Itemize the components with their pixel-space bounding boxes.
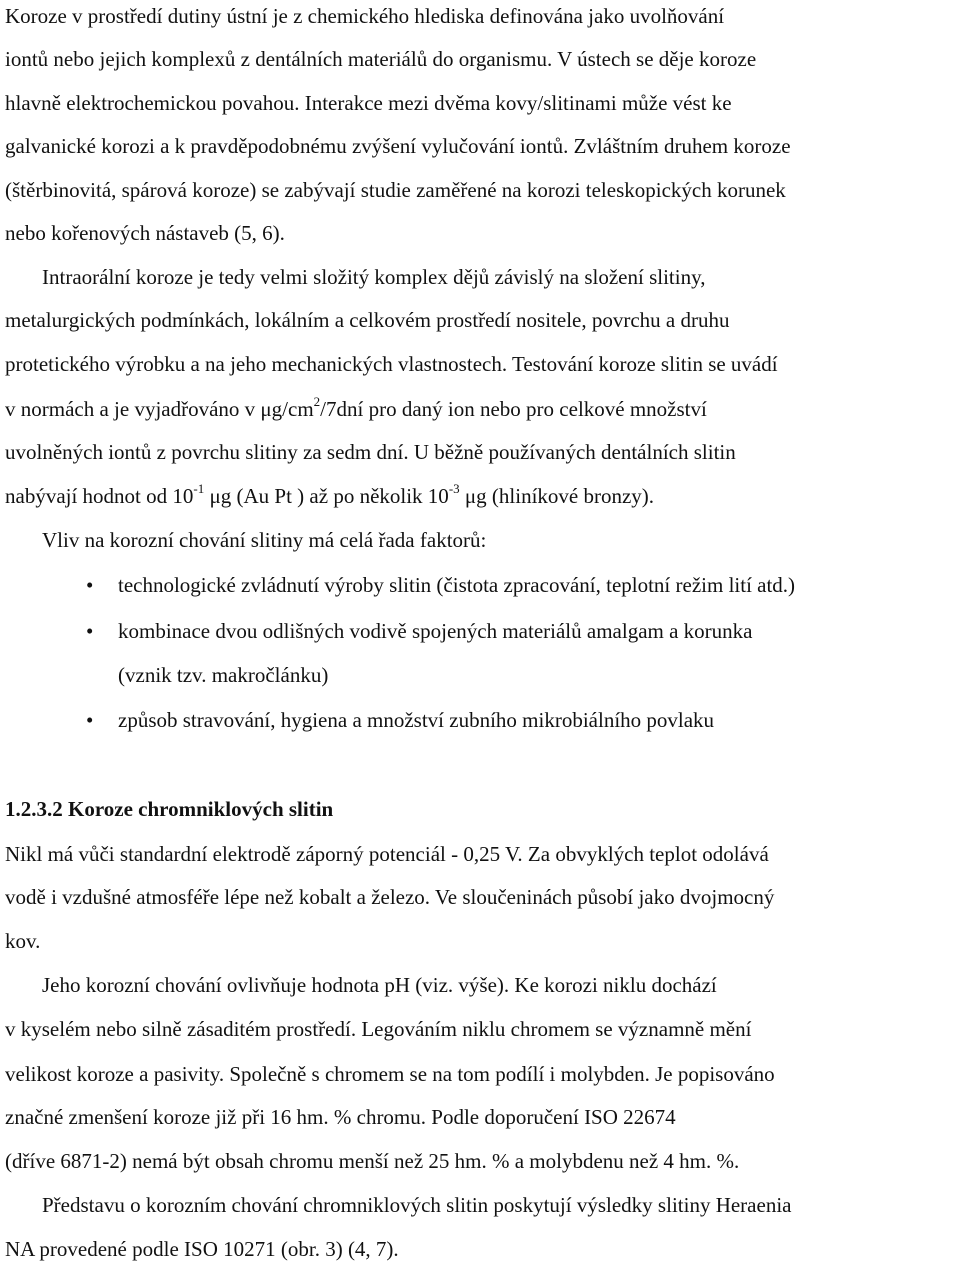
list-item: technologické zvládnutí výroby slitin (čistota zpracování, teplotní režim lití atd.) xyxy=(118,573,796,597)
paragraph-line: velikost koroze a pasivity. Společně s chromem se na tom podílí i molybden. Je popisováno xyxy=(5,1062,775,1086)
paragraph-line: značné zmenšení koroze již při 16 hm. % chromu. Podle doporučení ISO 22674 xyxy=(5,1105,676,1129)
paragraph-line: metalurgických podmínkách, lokálním a celkovém prostředí nositele, povrchu a druhu xyxy=(5,308,730,332)
factors-intro: Vliv na korozní chování slitiny má celá řada faktorů: xyxy=(42,528,487,552)
paragraph-line: Představu o korozním chování chromniklových slitin poskytují výsledky slitiny Heraenia xyxy=(42,1193,792,1217)
paragraph-line: galvanické korozi a k pravděpodobnému zvýšení vylučování iontů. Zvláštním druhem koroze xyxy=(5,134,791,158)
paragraph-line: kov. xyxy=(5,929,41,953)
paragraph-line xyxy=(5,481,655,508)
section-heading: 1.2.3.2 Koroze chromniklových slitin xyxy=(5,797,334,821)
paragraph-line xyxy=(5,394,707,421)
paragraph-line: Intraorální koroze je tedy velmi složitý komplex dějů závislý na složení slitiny, xyxy=(42,265,706,289)
paragraph-line: (dříve 6871-2) nemá být obsah chromu menší než 25 hm. % a molybdenu než 4 hm. %. xyxy=(5,1149,740,1173)
bullet-icon: • xyxy=(86,708,94,732)
paragraph-line: Jeho korozní chování ovlivňuje hodnota pH (viz. výše). Ke korozi niklu dochází xyxy=(42,973,717,997)
superscript: -1 xyxy=(193,481,205,496)
bullet-icon: • xyxy=(86,619,94,643)
paragraph-line: hlavně elektrochemickou povahou. Interakce mezi dvěma kovy/slitinami může vést ke xyxy=(5,91,732,115)
paragraph-line: (štěrbinovitá, spárová koroze) se zabývají studie zaměřené na korozi teleskopických korunek xyxy=(5,178,786,202)
superscript: 2 xyxy=(313,394,321,409)
paragraph-line: vodě i vzdušné atmosféře lépe než kobalt a železo. Ve sloučeninách působí jako dvojmocný xyxy=(5,885,775,909)
text-run: nabývají hodnot od 10 xyxy=(5,484,194,508)
paragraph-line: Nikl má vůči standardní elektrodě záporný potenciál - 0,25 V. Za obvyklých teplot odolává xyxy=(5,842,769,866)
paragraph-line: NA provedené podle ISO 10271 (obr. 3) (4, 7). xyxy=(5,1237,399,1261)
paragraph-line: protetického výrobku a na jeho mechanických vlastnostech. Testování koroze slitin se uvádí xyxy=(5,352,778,376)
paragraph-line: nebo kořenových nástaveb (5, 6). xyxy=(5,221,285,245)
paragraph-line: iontů nebo jejich komplexů z dentálních materiálů do organismu. V ústech se děje koroze xyxy=(5,47,757,71)
superscript: -3 xyxy=(448,481,460,496)
bullet-icon: • xyxy=(86,573,94,597)
text-run: v normách a je vyjadřováno v μg/cm xyxy=(5,397,314,421)
list-item: způsob stravování, hygiena a množství zubního mikrobiálního povlaku xyxy=(118,708,715,732)
list-item-continuation: (vznik tzv. makročlánku) xyxy=(118,663,329,687)
text-run: μg (hliníkové bronzy). xyxy=(459,484,655,508)
paragraph-line: uvolněných iontů z povrchu slitiny za sedm dní. U běžně používaných dentálních slitin xyxy=(5,440,736,464)
paragraph-line: Koroze v prostředí dutiny ústní je z chemického hlediska definována jako uvolňování xyxy=(5,4,725,28)
text-run: /7dní pro daný ion nebo pro celkové množství xyxy=(320,397,707,421)
paragraph-line: v kyselém nebo silně zásaditém prostředí. Legováním niklu chromem se významně mění xyxy=(5,1017,752,1041)
text-run: μg (Au Pt ) až po několik 10 xyxy=(204,484,449,508)
list-item: kombinace dvou odlišných vodivě spojených materiálů amalgam a korunka xyxy=(118,619,753,643)
